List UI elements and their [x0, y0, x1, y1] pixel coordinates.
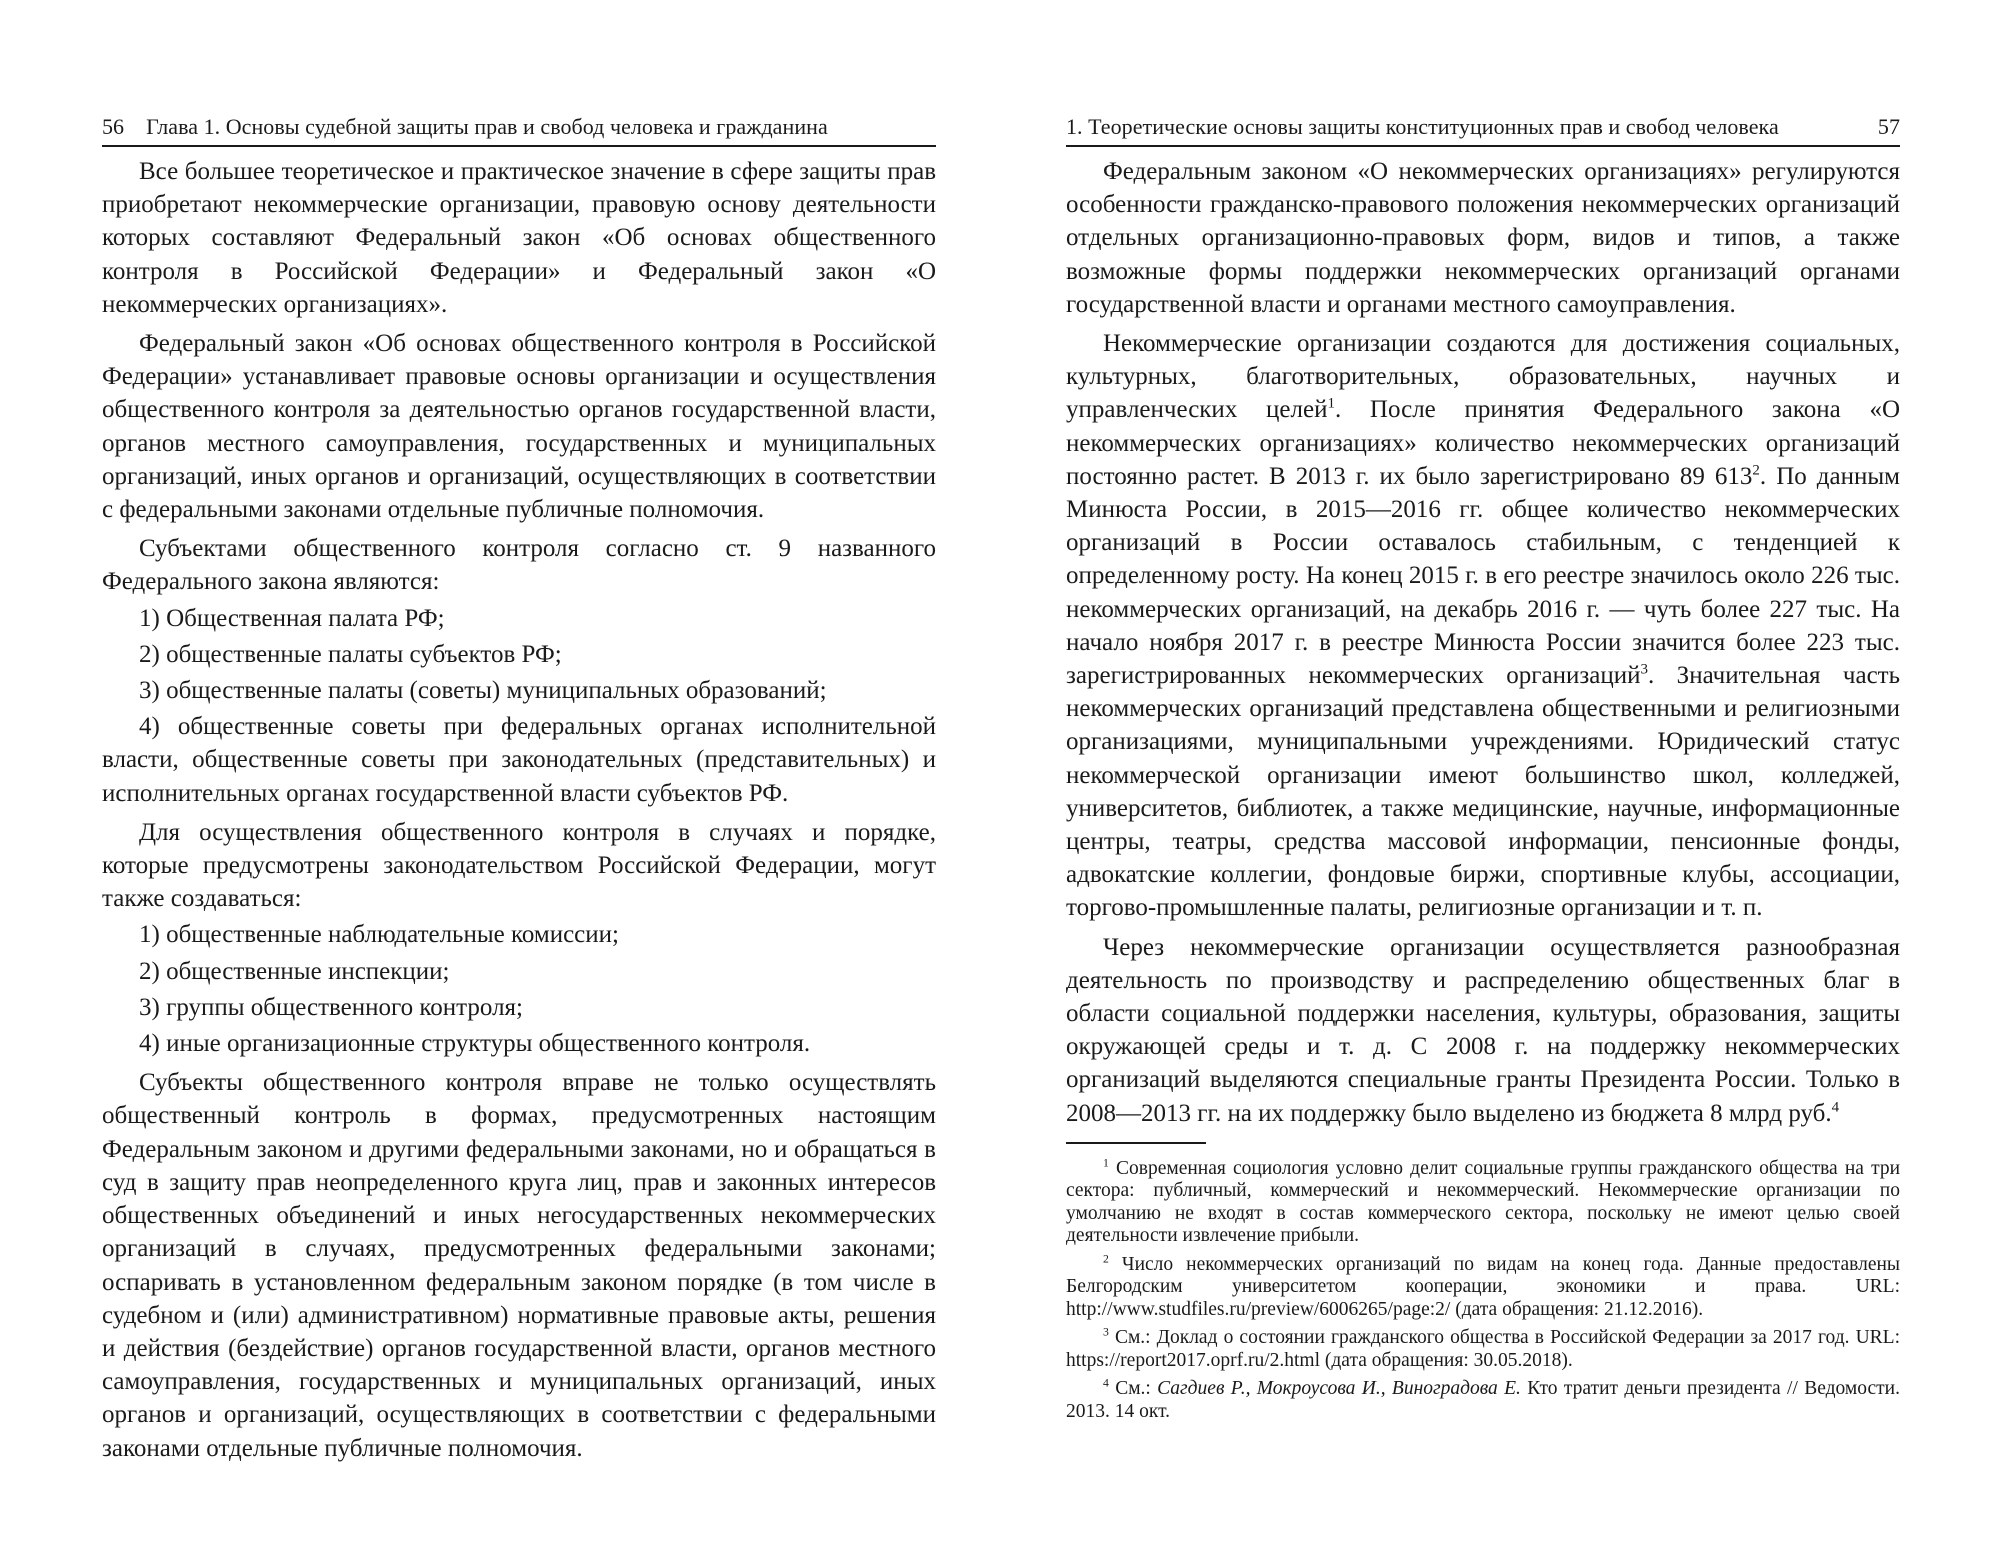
- list-item: 3) общественные палаты (советы) муниципальных образований;: [139, 677, 827, 705]
- footnote-ref-3: 3: [1640, 661, 1648, 678]
- right-running-head: 1. Теоретические основы защиты конституционных прав и свобод человека: [1066, 114, 1779, 139]
- paragraph: [1066, 931, 1900, 1130]
- footnote-mark: 2: [1103, 1252, 1109, 1266]
- text-run: . После принятия Федерального закона «О некоммерческих организациях» количество некоммерческих организаций постоянно растет. В 2013 г. их было зарегистрировано 89 613: [1066, 396, 1900, 490]
- footnote-text: Современная социология условно делит социальные группы гражданского общества на три сектора: публичный, коммерческий и некоммерческий. Некоммерческие организации по умолчанию не входят в состав коммерческого сектора, поскольку не имеют целью своей деятельности извлечение прибыли.: [1066, 1157, 1901, 1247]
- footnote-text: Кто тратит деньги президента // Ведомости. 2013. 14 окт.: [1066, 1378, 1900, 1422]
- list-item: 1) общественные наблюдательные комиссии;: [139, 921, 619, 949]
- list-item: 3) группы общественного контроля;: [139, 993, 523, 1021]
- text-run: . По данным Минюста России, в 2015—2016 гг. общее количество некоммерческих организаций в России оставалось стабильным, с тенденцией к определенному росту. На конец 2015 г. в его реестре значилось около 226 тыс. некоммерческих организаций, на декабрь 2016 г. — чуть более 227 тыс. На начало ноября 2017 г. в реестре Минюста России значится более 223 тыс. зарегистрированных некоммерческих организаций: [1066, 462, 1900, 690]
- footnote: [1066, 1158, 1900, 1248]
- left-page: [102, 112, 936, 1471]
- footnote-text: См.: Доклад о состоянии гражданского общества в Российской Федерации за 2017 год. URL: https://report2017.oprf.ru/2.html (дата обращения: 30.05.2018).: [1066, 1327, 1900, 1371]
- list-item: 4) иные организационные структуры общественного контроля.: [139, 1030, 811, 1058]
- footnote-ref-1: 1: [1327, 396, 1335, 413]
- footnote: [1066, 1327, 1900, 1372]
- text-run: . Значительная часть некоммерческих организаций представлена общественными и религиозными организациями, муниципальными учреждениями. Юридический статус некоммерческой организации имеют большинство школ, колледжей, университетов, библиотек, а также медицинские, научные, информационные центры, театры, средства массовой информации, пенсионные фонды, адвокатские коллегии, фондовые биржи, спортивные клубы, ассоциации, торгово-промышленные палаты, религиозные организации и т. п.: [1066, 662, 1901, 922]
- footnote: [1066, 1378, 1900, 1423]
- paragraph: Федеральным законом «О некоммерческих организациях» регулируются особенности гражданско-правового положения некоммерческих организаций отдельных организационно-правовых форм, видов и типов, а также возможные формы поддержки некоммерческих организаций органами государственной власти и органами местного самоуправления.: [1066, 158, 1900, 318]
- right-page: [1066, 112, 1900, 1429]
- footnote-text: См.:: [1115, 1378, 1158, 1400]
- footnote-mark: 1: [1103, 1156, 1109, 1170]
- left-page-number: 56: [102, 114, 125, 139]
- footnote-text: Число некоммерческих организаций по видам на конец года. Данные предоставлены Белгородским университетом кооперации, экономики и права. URL: http://www.studfiles.ru/preview/6006265/page:2/ (дата обращения: 21.12.2016).: [1066, 1253, 1901, 1320]
- footnote: [1066, 1254, 1900, 1322]
- right-running-header: [1066, 112, 1900, 147]
- right-page-number: 57: [1877, 114, 1900, 139]
- right-body-text: [1066, 155, 1900, 1130]
- paragraph: Все большее теоретическое и практическое значение в сфере защиты прав приобретают некоммерческие организации, правовую основу деятельности которых составляют Федеральный закон «Об основах общественного контроля в Российской Федерации» и Федеральный закон «О некоммерческих организациях».: [102, 158, 936, 318]
- footnote-separator: [1066, 1142, 1206, 1144]
- list-item: 1) Общественная палата РФ;: [139, 604, 445, 632]
- list-item: 2) общественные палаты субъектов РФ;: [139, 640, 562, 668]
- footnote-ref-4: 4: [1831, 1099, 1840, 1116]
- list-item: 2) общественные инспекции;: [139, 957, 450, 985]
- paragraph: Субъектами общественного контроля согласно ст. 9 названного Федерального закона являются:: [102, 535, 936, 596]
- left-body-text: [102, 155, 936, 1465]
- text-run: Некоммерческие организации создаются для достижения социальных, культурных, благотворительных, образовательных, научных и управленческих целей: [1066, 330, 1900, 424]
- left-running-header: [102, 112, 936, 147]
- list-item: 4) общественные советы при федеральных органах исполнительной власти, общественные советы при законодательных (представительных) и исполнительных органах государственной власти субъектов РФ.: [102, 713, 936, 807]
- footnote-authors: Сагдиев Р., Мокроусова И., Виноградова Е.: [1157, 1378, 1521, 1400]
- footnotes: [1066, 1158, 1900, 1424]
- paragraph: Для осуществления общественного контроля в случаях и порядке, которые предусмотрены законодательством Российской Федерации, могут также создаваться:: [102, 818, 936, 913]
- footnote-mark: 4: [1103, 1376, 1109, 1390]
- paragraph: [1066, 327, 1900, 925]
- paragraph: Субъекты общественного контроля вправе не только осуществлять общественный контроль в формах, предусмотренных настоящим Федеральным законом и другими федеральными законами, но и обращаться в суд в защиту прав неопределенного круга лиц, прав и законных интересов общественных объединений и иных негосударственных некоммерческих организаций в случаях, предусмотренных федеральными законами; оспаривать в установленном федеральным законом порядке (в том числе в судебном и (или) административном) нормативные правовые акты, решения и действия (бездействие) органов государственной власти, органов местного самоуправления, государственных и муниципальных организаций, иных органов и организаций, осуществляющих в соответствии с федеральными законами отдельные публичные полномочия.: [102, 1069, 936, 1462]
- text-run: Через некоммерческие организации осуществляется разнообразная деятельность по производству и распределению общественных благ в области социальной поддержки населения, культуры, образования, защиты окружающей среды и т. д. С 2008 г. на поддержку некоммерческих организаций выделяются специальные гранты Президента России. Только в 2008—2013 гг. на их поддержку было выделено из бюджета 8 млрд руб.: [1066, 933, 1900, 1127]
- paragraph: Федеральный закон «Об основах общественного контроля в Российской Федерации» устанавливает правовые основы организации и осуществления общественного контроля за деятельностью органов государственной власти, органов местного самоуправления, государственных и муниципальных организаций, иных органов и организаций, осуществляющих в соответствии с федеральными законами отдельные публичные полномочия.: [102, 330, 936, 524]
- footnote-mark: 3: [1103, 1325, 1109, 1339]
- left-running-head: Глава 1. Основы судебной защиты прав и свобод человека и гражданина: [146, 114, 828, 139]
- footnote-ref-2: 2: [1752, 462, 1760, 479]
